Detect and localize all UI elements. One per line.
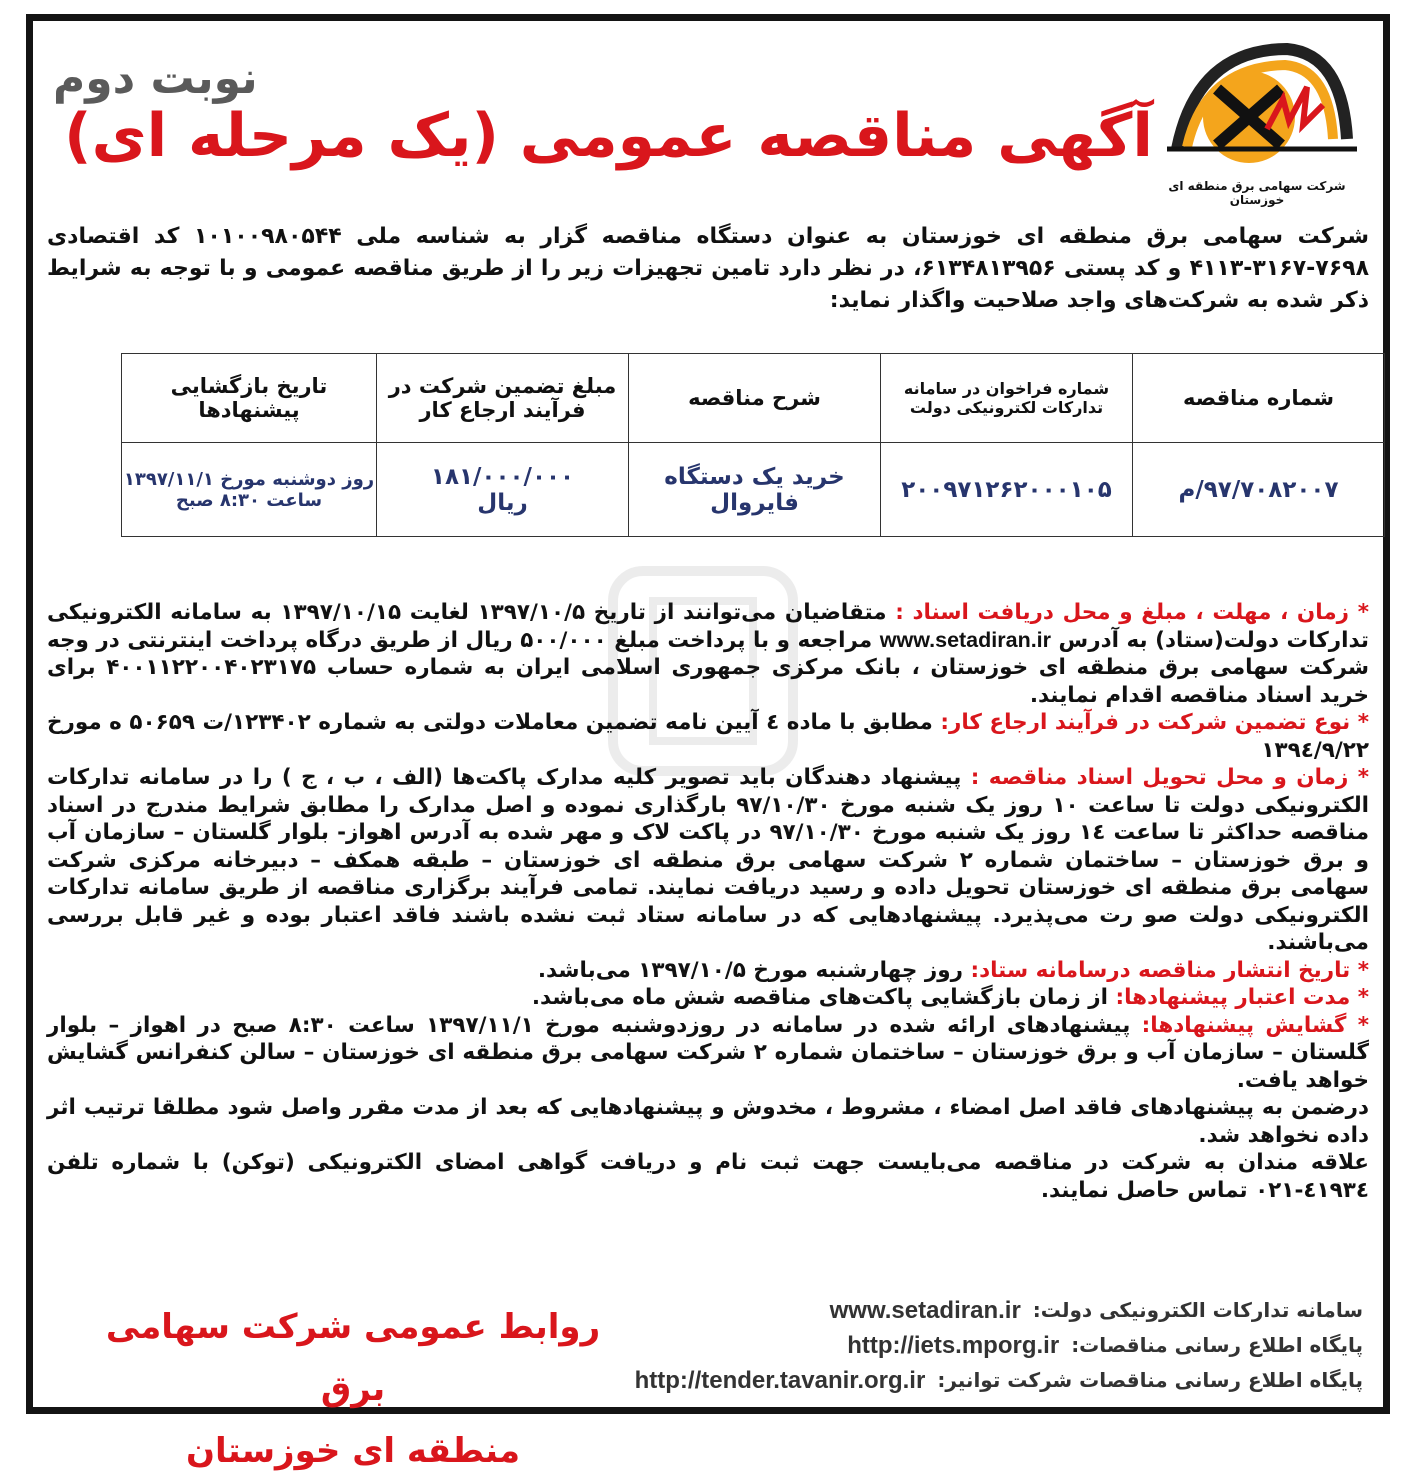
cell-call-no: ۲۰۰۹۷۱۲۶۲۰۰۰۱۰۵ (881, 443, 1133, 537)
docs-text-1: متقاضیان می‌توانند از تاریخ ۱۳۹۷/۱۰/۵ لغایت ۱۳۹۷/۱۰/۱۵ به سامانه الکترونیکی تدارکات دولت(ستاد) به آدرس (47, 600, 1369, 653)
signature (73, 1296, 633, 1482)
validity-section (47, 984, 1369, 1012)
header-opening-date: تاریخ بازگشایی پیشنهادها (122, 354, 377, 443)
publish-section (47, 957, 1369, 985)
guarantee-text: مطابق با ماده ٤ آیین نامه تضمین معاملات دولتی به شماره ۱۲۳۴۰۲/ت ۵۰۶۵۹ ه مورخ ۱۳۹٤/۹/۲۲ (47, 710, 1369, 763)
docs-url-link[interactable]: www.setadiran.ir (879, 627, 1052, 652)
table-row (122, 443, 1385, 537)
lightning-arch-icon (1157, 29, 1357, 179)
round-badge: نوبت دوم (53, 53, 258, 104)
docs-heading: * زمان ، مهلت ، مبلغ و محل دریافت اسناد : (895, 600, 1369, 625)
link-row (583, 1328, 1363, 1363)
docs-section (47, 599, 1369, 709)
cell-description: خرید یک دستگاه فایروال (629, 443, 881, 537)
notice-frame (26, 14, 1390, 1471)
guarantee-heading: * نوع تضمین شرکت در فرآیند ارجاع کار: (940, 710, 1369, 735)
delivery-section (47, 764, 1369, 957)
intro-paragraph: شرکت سهامی برق منطقه ای خوزستان به عنوان دستگاه مناقصه گزار به شناسه ملی ۱۰۱۰۰۹۸۰۵۴۴ کد اقتصادی ۷۶۹۸-۳۱۶۷-۴۱۱۳ و کد پستی ۶۱۳۴۸۱۳۹۵۶، در نظر دارد تامین تجهیزات زیر را از طریق مناقصه عمومی و با توجه به شرایط ذکر شده به شرکت‌های واجد صلاحیت واگذار نماید: (47, 224, 1369, 313)
opening-date: روز دوشنبه مورخ ۱۳۹۷/۱۱/۱ (123, 468, 375, 490)
link-row (583, 1363, 1363, 1398)
link-url[interactable]: http://iets.mporg.ir (847, 1332, 1060, 1359)
guarantee-section (47, 709, 1369, 764)
link-label: پایگاه اطلاع رسانی مناقصات: (1071, 1333, 1363, 1357)
cell-guarantee (377, 443, 629, 537)
table-header-row (122, 354, 1385, 443)
signature-line1: روابط عمومی شرکت سهامی برق (105, 1307, 601, 1409)
page-title: آگهی مناقصه عمومی (یک مرحله ای) (64, 101, 1153, 171)
links-list (583, 1293, 1363, 1398)
signature-line2: منطقه ای خوزستان (185, 1431, 521, 1471)
cell-opening-date (122, 443, 377, 537)
link-row (583, 1293, 1363, 1328)
opening-section (47, 1012, 1369, 1095)
header-guarantee: مبلغ تضمین شرکت در فرآیند ارجاع کار (377, 354, 629, 443)
link-url[interactable]: http://tender.tavanir.org.ir (634, 1367, 926, 1394)
guarantee-amount: ۱۸۱/۰۰۰/۰۰۰ (430, 463, 575, 490)
tender-conditions (47, 599, 1369, 1204)
validity-heading: * مدت اعتبار پیشنهادها: (1115, 985, 1369, 1010)
tender-table (121, 353, 1385, 537)
token-section: علاقه مندان به شرکت در مناقصه می‌بایست جهت ثبت نام و دریافت گواهی امضای الکترونیکی (توکن) با شماره تلفن ٤۱۹۳٤-۰۲۱ تماس حاصل نمایند. (47, 1150, 1369, 1203)
link-url[interactable]: www.setadiran.ir (829, 1297, 1021, 1324)
company-logo (1157, 29, 1357, 205)
delivery-text: پیشنهاد دهندگان باید تصویر کلیه مدارک پاکت‌ها (الف ، ب ، ج ) را در سامانه تدارکات الکترونیکی دولت تا ساعت ۱۰ روز یک شنبه مورخ ۹۷/۱۰/۳۰ بارگذاری نموده و اصل مدارک را مطابق شرایط مندرج در اسناد مناقصه حداکثر تا ساعت ۱٤ روز یک شنبه مورخ ۹۷/۱۰/۳۰ در پاکت لاک و مهر شده به آدرس اهواز- بلوار گلستان – سازمان آب و برق خوزستان – ساختمان شماره ۲ شرکت سهامی برق منطقه ای خوزستان – طبقه همکف – دبیرخانه مرکزی شرکت سهامی برق منطقه ای خوزستان تحویل داده و رسید دریافت نمایند. تمامی فرآیند برگزاری مناقصه از طریق سامانه تدارکات الکترونیکی دولت صو رت می‌پذیرد. پیشنهادهایی که در سامانه ستاد ثبت نشده باشند فاقد اعتبار بوده و غیر قابل بررسی می‌باشند. (47, 765, 1370, 955)
header-description: شرح مناقصه (629, 354, 881, 443)
header-call-no: شماره فراخوان در سامانه تدارکات لکترونیکی دولت (881, 354, 1133, 443)
guarantee-unit: ریال (477, 489, 528, 516)
link-label: پایگاه اطلاع رسانی مناقصات شرکت توانیر: (937, 1368, 1363, 1392)
company-caption: شرکت سهامی برق منطقه ای خوزستان (1168, 179, 1346, 207)
note-section: درضمن به پیشنهادهای فاقد اصل امضاء ، مشروط ، مخدوش و پیشنهادهایی که بعد از مدت مقرر واصل شود مطلقا ترتیب اثر داده نخواهد شد. (47, 1095, 1369, 1148)
docs-text-2: مراجعه و با پرداخت مبلغ ۵۰۰/۰۰۰ ریال از طریق درگاه پرداخت اینترنتی در وجه شرکت سهامی برق منطقه ای خوزستان ، بانک مرکزی جمهوری اسلامی ایران به شماره حساب ۴۰۰۱۱۲۲۰۰۴۰۲۳۱۷۵ برای خرید اسناد مناقصه اقدام نمایند. (47, 627, 1369, 708)
publish-text: روز چهارشنبه مورخ ۱۳۹۷/۱۰/۵ می‌باشد. (537, 957, 963, 983)
publish-heading: * تاریخ انتشار مناقصه درسامانه ستاد: (970, 957, 1369, 983)
cell-tender-no: ۹۷/۷۰۸۲۰۰۷/م (1133, 443, 1385, 537)
validity-text: از زمان بازگشایی پاکت‌های مناقصه شش ماه می‌باشد. (531, 985, 1109, 1010)
link-label: سامانه تدارکات الکترونیکی دولت: (1032, 1298, 1363, 1322)
opening-heading: * گشایش پیشنهادها: (1141, 1012, 1369, 1038)
opening-time: ساعت ۸:۳۰ صبح (175, 489, 323, 511)
header-tender-no: شماره مناقصه (1133, 354, 1385, 443)
delivery-heading: * زمان و محل تحویل اسناد مناقصه : (970, 765, 1369, 790)
opening-text: پیشنهادهای ارائه شده در سامانه در روزدوشنبه مورخ ۱۳۹۷/۱۱/۱ ساعت ۸:۳۰ صبح در اهواز – بلوار گلستان – سازمان آب و برق خوزستان – ساختمان شماره ۲ شرکت سهامی برق منطقه ای خوزستان – سالن کنفرانس گشایش خواهد یافت. (47, 1012, 1369, 1093)
